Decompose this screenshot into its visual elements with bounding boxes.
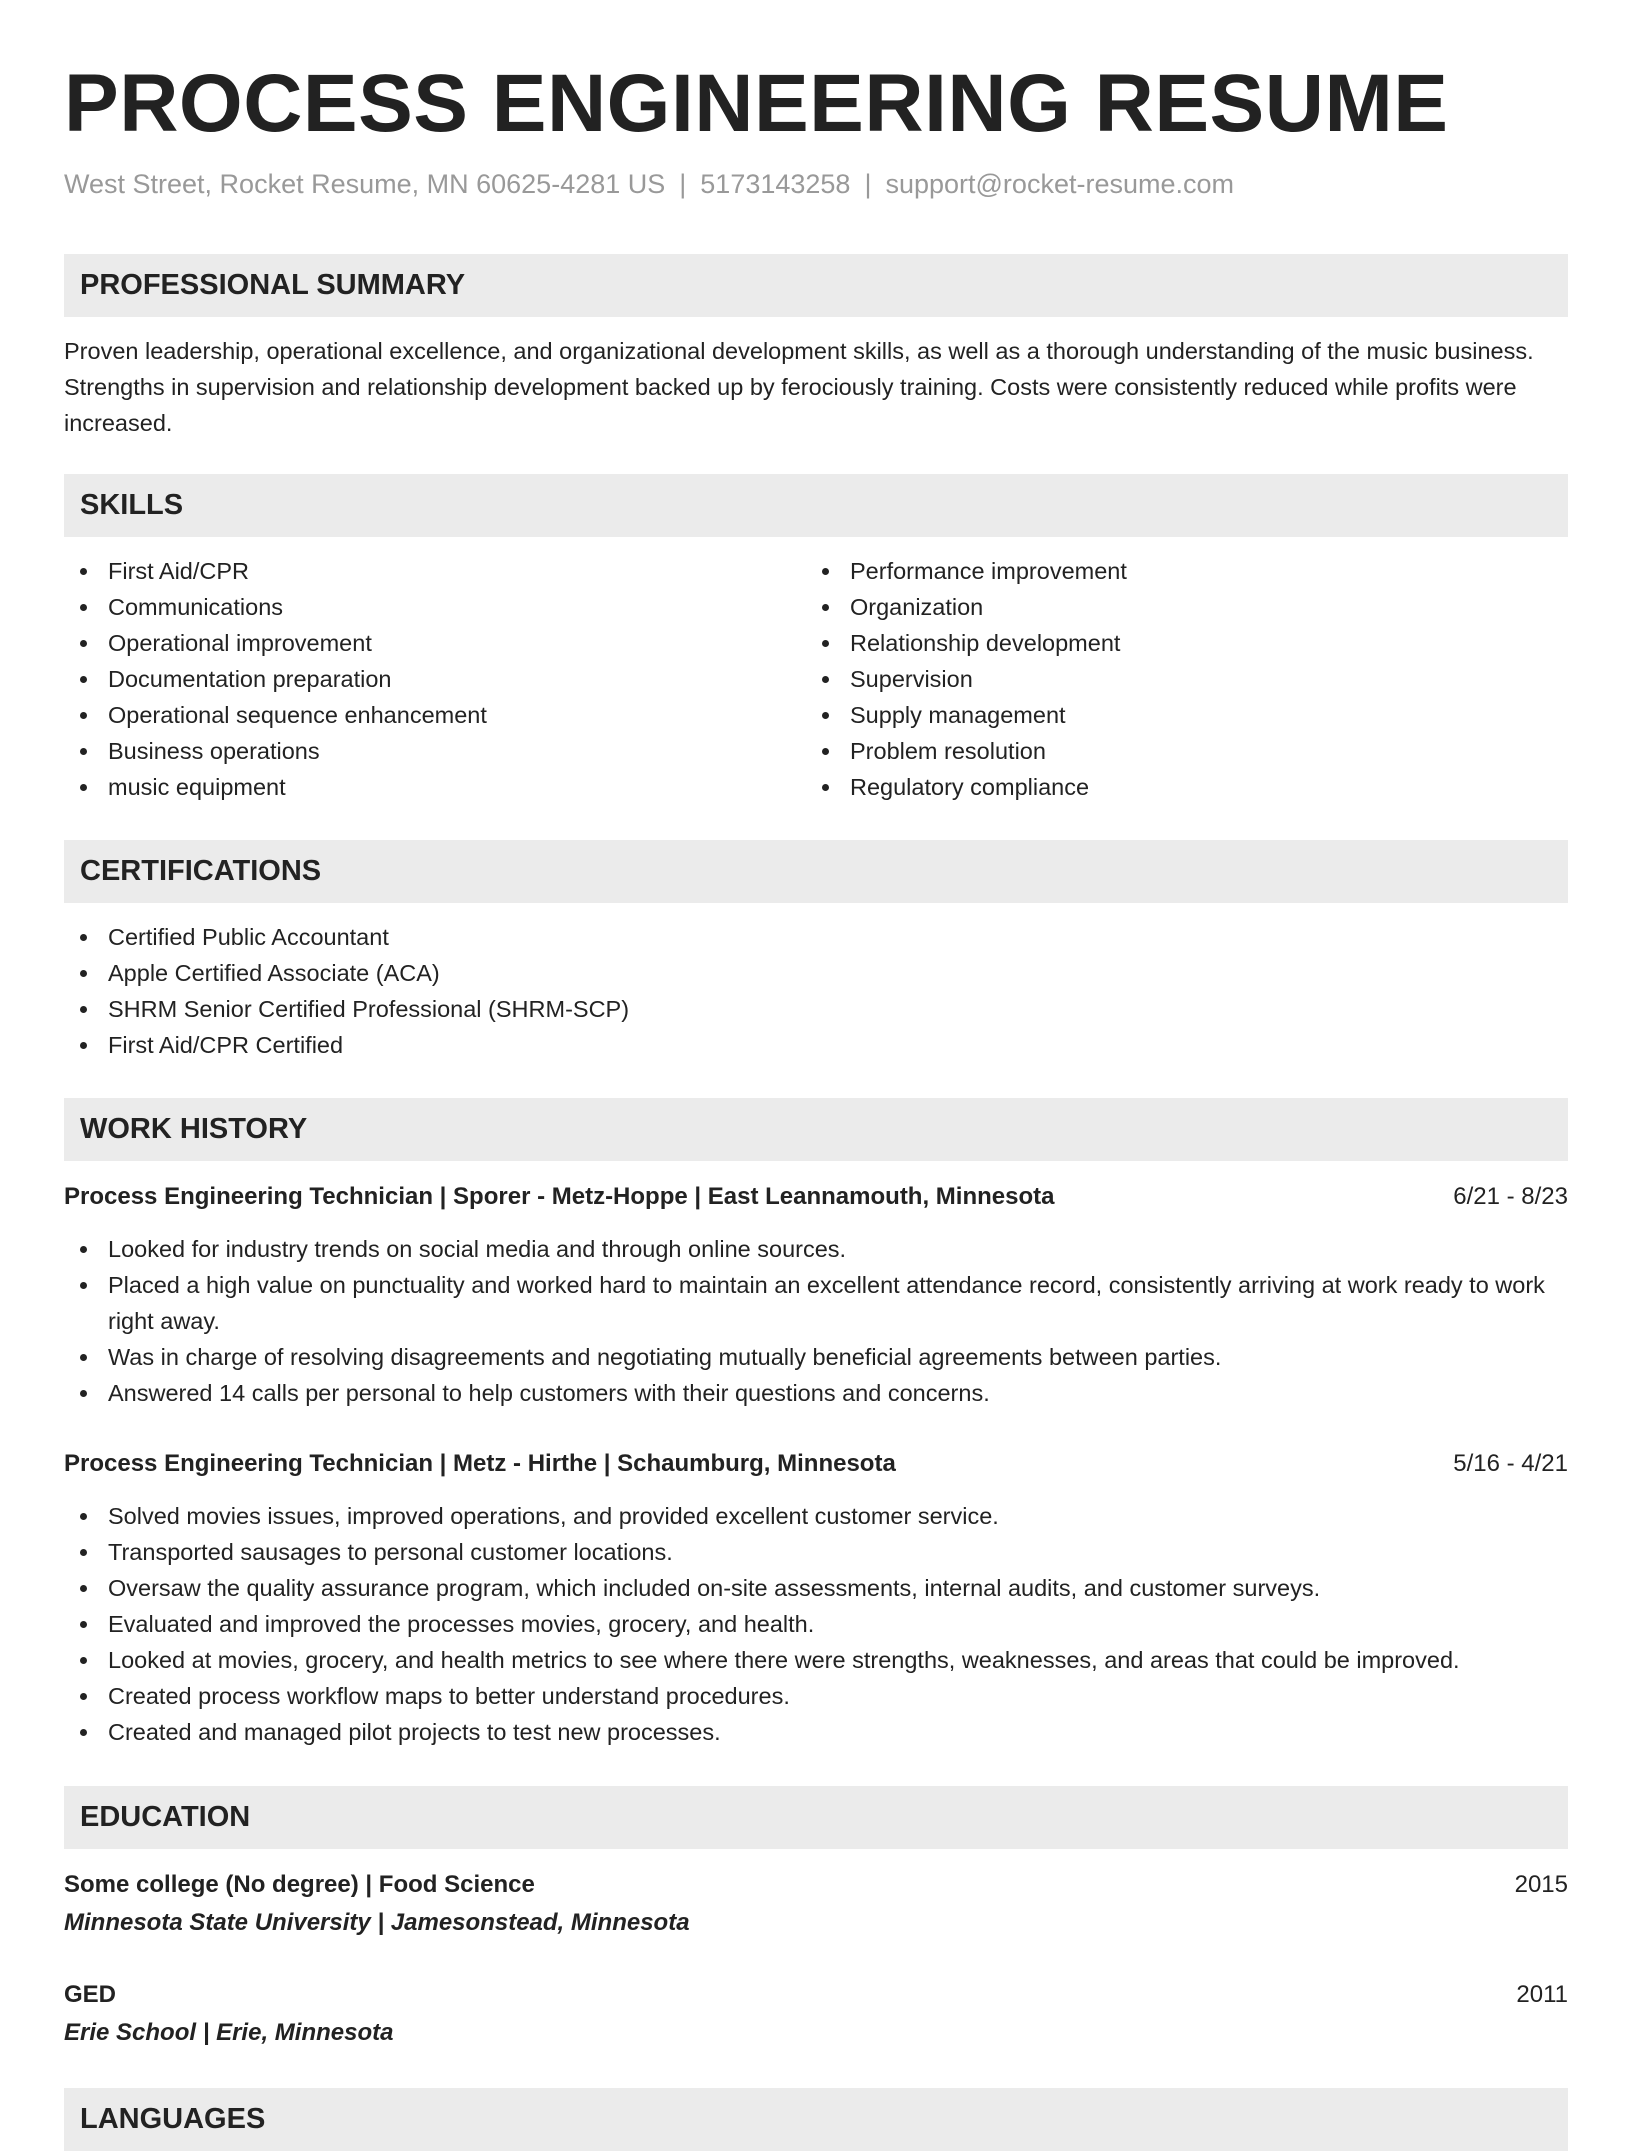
skill-item: music equipment: [108, 769, 808, 805]
job-bullet: Created and managed pilot projects to test new processes.: [108, 1714, 1568, 1750]
job-title: Process Engineering Technician | Metz - Hirthe | Schaumburg, Minnesota: [64, 1450, 896, 1477]
job-bullet: Transported sausages to personal customer locations.: [108, 1534, 1568, 1570]
education-year: 2011: [1516, 1981, 1568, 2008]
section-heading: WORK HISTORY: [80, 1113, 308, 1145]
job-dates: 6/21 - 8/23: [1453, 1183, 1568, 1210]
skill-item: Supervision: [850, 661, 1550, 697]
job-bullet: Placed a high value on punctuality and worked hard to maintain an excellent attendance record, consistently arriving at work ready to work right away.: [108, 1267, 1568, 1339]
education-year: 2015: [1514, 1871, 1568, 1898]
skill-item: Problem resolution: [850, 733, 1550, 769]
section-heading: PROFESSIONAL SUMMARY: [80, 269, 466, 301]
section-header-skills: [64, 474, 1568, 537]
job-bullet: Looked at movies, grocery, and health metrics to see where there were strengths, weaknesses, and areas that could be improved.: [108, 1642, 1568, 1678]
resume-title: PROCESS ENGINEERING RESUME: [64, 58, 1449, 149]
contact-email: support@rocket-resume.com: [885, 169, 1234, 199]
job-bullet: Answered 14 calls per personal to help customers with their questions and concerns.: [108, 1375, 1568, 1411]
skill-item: Relationship development: [850, 625, 1550, 661]
job-title: Process Engineering Technician | Sporer - Metz-Hoppe | East Leannamouth, Minnesota: [64, 1183, 1055, 1210]
skill-item: First Aid/CPR: [108, 553, 808, 589]
job-bullets: [64, 1231, 1568, 1411]
skill-item: Operational improvement: [108, 625, 808, 661]
skills-list-left: [64, 553, 808, 805]
job-bullet: Oversaw the quality assurance program, which included on-site assessments, internal audits, and customer surveys.: [108, 1570, 1568, 1606]
contact-separator: |: [864, 169, 872, 199]
section-header-work: [64, 1098, 1568, 1161]
certification-item: SHRM Senior Certified Professional (SHRM-SCP): [108, 991, 1568, 1027]
certification-item: Certified Public Accountant: [108, 919, 1568, 955]
education-degree: GED: [64, 1981, 117, 2008]
job-bullet: Was in charge of resolving disagreements and negotiating mutually beneficial agreements between parties.: [108, 1339, 1568, 1375]
contact-separator: |: [679, 169, 687, 199]
section-heading: CERTIFICATIONS: [80, 855, 322, 887]
certification-item: First Aid/CPR Certified: [108, 1027, 1568, 1063]
job-dates: 5/16 - 4/21: [1453, 1450, 1568, 1477]
education-degree: Some college (No degree) | Food Science: [64, 1871, 535, 1898]
certifications-list: [64, 919, 1568, 1063]
section-header-languages: [64, 2088, 1568, 2151]
skills-list-right: [806, 553, 1550, 805]
skill-item: Organization: [850, 589, 1550, 625]
certification-item: Apple Certified Associate (ACA): [108, 955, 1568, 991]
skill-item: Business operations: [108, 733, 808, 769]
skill-item: Performance improvement: [850, 553, 1550, 589]
skill-item: Documentation preparation: [108, 661, 808, 697]
contact-address: West Street, Rocket Resume, MN 60625-4281 US: [64, 169, 666, 199]
section-header-education: [64, 1786, 1568, 1849]
skill-item: Supply management: [850, 697, 1550, 733]
education-school: Erie School | Erie, Minnesota: [64, 2019, 394, 2046]
education-school: Minnesota State University | Jamesonstead, Minnesota: [64, 1909, 690, 1936]
job-bullet: Evaluated and improved the processes movies, grocery, and health.: [108, 1606, 1568, 1642]
skill-item: Regulatory compliance: [850, 769, 1550, 805]
section-header-certifications: [64, 840, 1568, 903]
section-heading: EDUCATION: [80, 1801, 251, 1833]
contact-line: [64, 166, 1234, 202]
section-heading: LANGUAGES: [80, 2103, 266, 2135]
summary-text: Proven leadership, operational excellence, and organizational development skills, as well as a thorough understanding of the music business. Strengths in supervision and relationship development backed up by ferociously training. Costs were consistently reduced while profits were increased.: [64, 338, 1534, 436]
skill-item: Operational sequence enhancement: [108, 697, 808, 733]
section-heading: SKILLS: [80, 489, 184, 521]
skill-item: Communications: [108, 589, 808, 625]
job-bullets: [64, 1498, 1568, 1750]
contact-phone: 5173143258: [700, 169, 851, 199]
section-header-summary: [64, 254, 1568, 317]
job-bullet: Solved movies issues, improved operations, and provided excellent customer service.: [108, 1498, 1568, 1534]
job-bullet: Created process workflow maps to better understand procedures.: [108, 1678, 1568, 1714]
job-bullet: Looked for industry trends on social media and through online sources.: [108, 1231, 1568, 1267]
